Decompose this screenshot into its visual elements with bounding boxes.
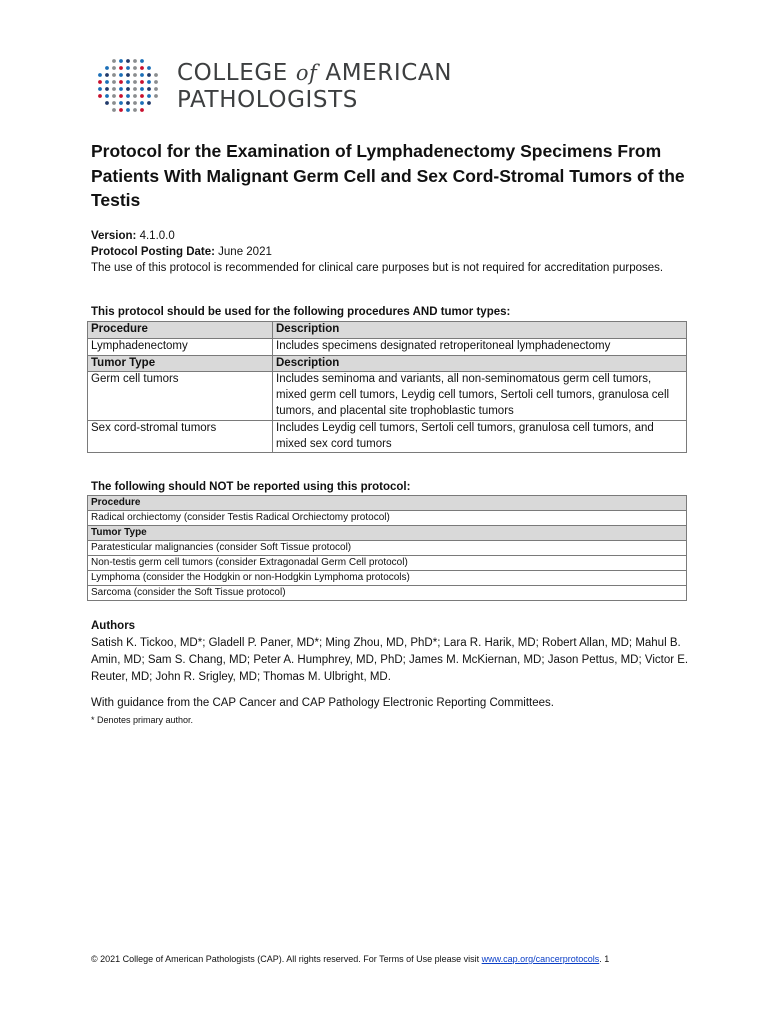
logo-dot (133, 101, 137, 105)
protocol-title: Protocol for the Examination of Lymphadenectomy Specimens From Patients With Malignant Germ Cell and Sex Cord-Stromal Tumors of the Testis (91, 141, 685, 210)
logo-dot (126, 108, 130, 112)
logo-dot (147, 87, 151, 91)
logo-dot (140, 66, 144, 70)
logo-dot (147, 101, 151, 105)
logo-dot (119, 73, 123, 77)
logo-dot (98, 80, 102, 84)
excluded-tumor-cell: Non-testis germ cell tumors (consider Extragonadal Germ Cell protocol) (88, 556, 687, 571)
table-row (88, 571, 687, 586)
logo-dot (119, 108, 123, 112)
logo-dot (140, 87, 144, 91)
use-note: The use of this protocol is recommended for clinical care purposes but is not required for accreditation purposes. (91, 262, 664, 274)
tumor-type-cell: Germ cell tumors (88, 372, 273, 420)
logo-dot (140, 80, 144, 84)
header-cell: Procedure (88, 322, 273, 339)
logo-dot (112, 59, 116, 63)
use-section-label: This protocol should be used for the following procedures AND tumor types: (91, 306, 511, 318)
logo-dot (154, 73, 158, 77)
logo-dot (105, 66, 109, 70)
logo-dot (133, 66, 137, 70)
authors-heading: Authors (91, 620, 136, 632)
page-number: 1 (604, 954, 610, 964)
posting-date-value: June 2021 (218, 246, 272, 258)
logo-dot (133, 80, 137, 84)
description-cell: Includes seminoma and variants, all non-seminomatous germ cell tumors, mixed germ cell tumors, Leydig cell tumors, Sertoli cell tumors, granulosa cell tumors, and placental site trophoblastic tumors (273, 372, 687, 420)
logo-dot (119, 94, 123, 98)
logo-dot (154, 87, 158, 91)
header-cell: Tumor Type (88, 355, 273, 372)
logo-dot (119, 87, 123, 91)
wordmark-pathologists: PATHOLOGISTS (177, 87, 358, 113)
logo-dot (98, 94, 102, 98)
procedure-cell: Lymphadenectomy (88, 338, 273, 355)
logo-dot (133, 73, 137, 77)
version-value: 4.1.0.0 (139, 230, 175, 242)
primary-author-note: * Denotes primary author. (91, 715, 194, 725)
logo-dot (140, 73, 144, 77)
posting-date-label: Protocol Posting Date: (91, 246, 215, 258)
guidance-note: With guidance from the CAP Cancer and CAP Pathology Electronic Reporting Committees. (91, 697, 554, 709)
cap-wordmark (177, 60, 452, 114)
logo-dot (119, 80, 123, 84)
logo-dot (112, 80, 116, 84)
not-reported-table (87, 495, 687, 601)
cap-logo (95, 56, 475, 116)
footer-period: . (599, 954, 602, 964)
logo-dot (105, 94, 109, 98)
logo-dot (105, 80, 109, 84)
logo-dot (140, 108, 144, 112)
use-table (87, 321, 687, 453)
header-cell: Tumor Type (88, 526, 687, 541)
authors-block (91, 618, 691, 686)
logo-dot (147, 73, 151, 77)
logo-dot (147, 66, 151, 70)
logo-dot (126, 80, 130, 84)
table-header-row (88, 322, 687, 339)
logo-dot (133, 59, 137, 63)
logo-dot (105, 101, 109, 105)
logo-dot (105, 87, 109, 91)
logo-dot (112, 101, 116, 105)
logo-dot (133, 87, 137, 91)
logo-dot (154, 94, 158, 98)
logo-dot (119, 59, 123, 63)
page-footer (91, 954, 691, 964)
version-label: Version: (91, 230, 137, 242)
description-cell: Includes Leydig cell tumors, Sertoli cell tumors, granulosa cell tumors, and mixed sex cord tumors (273, 420, 687, 453)
table-row (88, 556, 687, 571)
logo-dot (126, 59, 130, 63)
header-cell: Procedure (88, 496, 687, 511)
table-row (88, 372, 687, 420)
logo-dot (126, 87, 130, 91)
description-cell: Includes specimens designated retroperitoneal lymphadenectomy (273, 338, 687, 355)
table-row (88, 541, 687, 556)
excluded-tumor-cell: Sarcoma (consider the Soft Tissue protocol) (88, 586, 687, 601)
logo-dot (112, 66, 116, 70)
logo-dot (98, 73, 102, 77)
logo-dot (140, 94, 144, 98)
logo-dot (119, 101, 123, 105)
wordmark-college: COLLEGE (177, 60, 288, 86)
table-row (88, 586, 687, 601)
logo-dot (126, 94, 130, 98)
protocol-meta (91, 228, 691, 276)
logo-dot (112, 108, 116, 112)
logo-dot (126, 101, 130, 105)
copyright-text: © 2021 College of American Pathologists (CAP). All rights reserved. For Terms of Use please visit (91, 954, 480, 964)
excluded-tumor-cell: Paratesticular malignancies (consider Soft Tissue protocol) (88, 541, 687, 556)
logo-dot (140, 101, 144, 105)
tumor-type-cell: Sex cord-stromal tumors (88, 420, 273, 453)
table-header-row (88, 355, 687, 372)
wordmark-of: of (295, 61, 318, 85)
wordmark-american: AMERICAN (325, 60, 453, 86)
logo-dot (112, 94, 116, 98)
table-row (88, 420, 687, 453)
excluded-tumor-cell: Lymphoma (consider the Hodgkin or non-Hodgkin Lymphoma protocols) (88, 571, 687, 586)
logo-dot (98, 87, 102, 91)
logo-dot (112, 73, 116, 77)
table-row (88, 338, 687, 355)
table-header-row (88, 526, 687, 541)
header-cell: Description (273, 322, 687, 339)
logo-dot (119, 66, 123, 70)
authors-list: Satish K. Tickoo, MD*; Gladell P. Paner, MD*; Ming Zhou, MD, PhD*; Lara R. Harik, MD; Robert Allan, MD; Mahul B. Amin, MD; Sam S. Chang, MD; Peter A. Humphrey, MD, PhD; James M. McKiernan, MD; Jason Pettus, MD; Victor E. Reuter, MD; John R. Srigley, MD; Thomas M. Ulbright, MD. (91, 637, 689, 683)
logo-dot (105, 73, 109, 77)
logo-dot (112, 87, 116, 91)
logo-dot (147, 94, 151, 98)
logo-dot (126, 73, 130, 77)
logo-dot (147, 80, 151, 84)
logo-dot (140, 59, 144, 63)
logo-dot (133, 94, 137, 98)
logo-dot (126, 66, 130, 70)
logo-dot (133, 108, 137, 112)
logo-dot (154, 80, 158, 84)
table-row (88, 511, 687, 526)
not-section-label: The following should NOT be reported using this protocol: (91, 481, 411, 493)
cancer-protocols-link[interactable]: www.cap.org/cancerprotocols (481, 954, 600, 964)
cap-logo-dots-icon (95, 56, 161, 116)
header-cell: Description (273, 355, 687, 372)
excluded-procedure-cell: Radical orchiectomy (consider Testis Radical Orchiectomy protocol) (88, 511, 687, 526)
table-header-row (88, 496, 687, 511)
